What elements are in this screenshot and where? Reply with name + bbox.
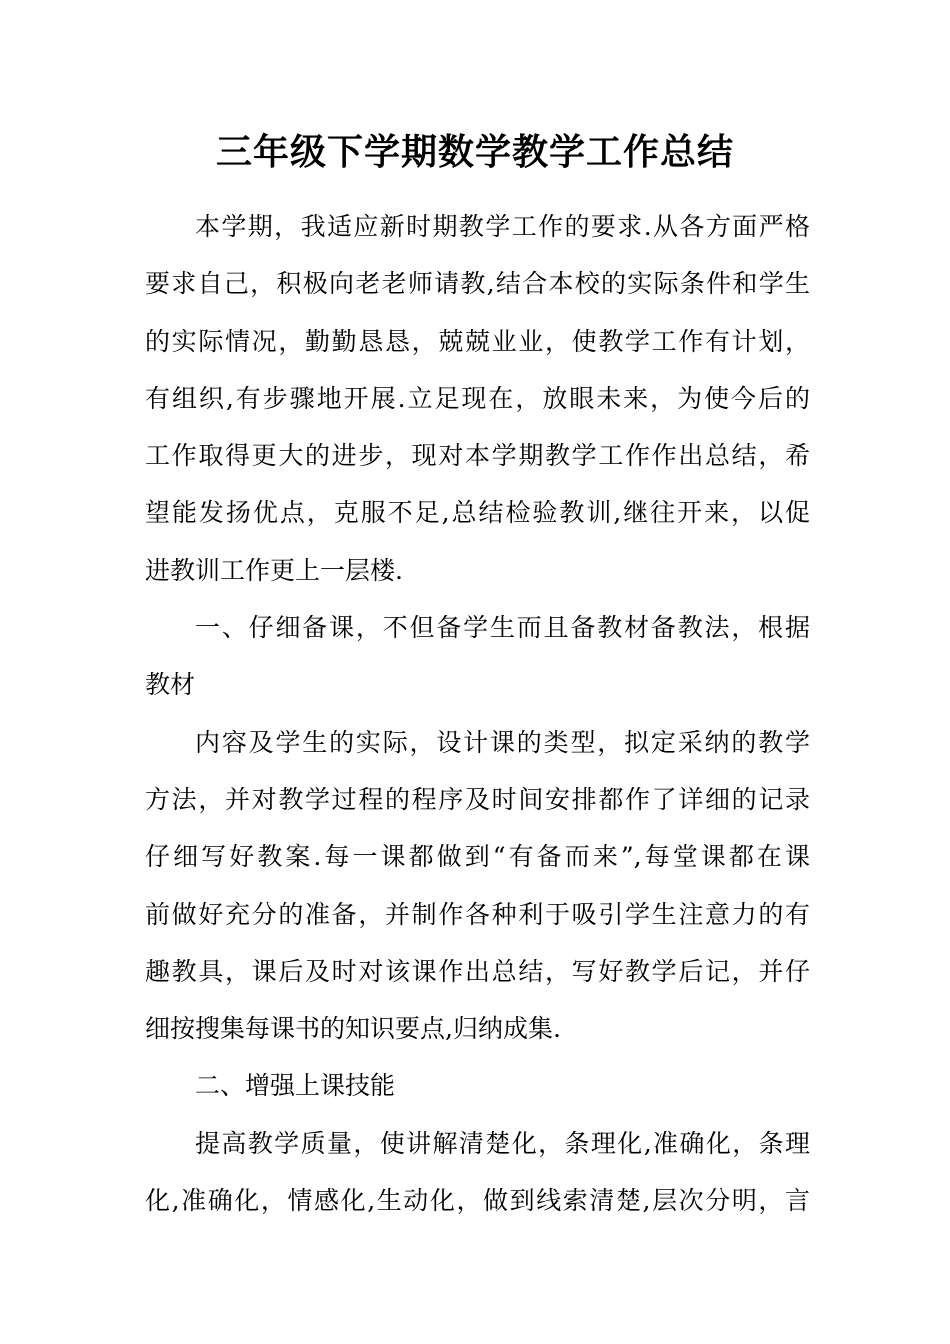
text-line: 工作取得更大的进步，现对本学期教学工作作出总结，希: [145, 441, 810, 471]
document-body: [145, 198, 810, 1229]
text-line: 内容及学生的实际，设计课的类型，拟定采纳的教学: [195, 727, 810, 757]
text-line: 有组织,有步骤地开展.立足现在，放眼未来，为使今后的: [145, 383, 810, 413]
text-line: 细按搜集每课书的知识要点,归纳成集.: [145, 1014, 561, 1044]
text-line: 本学期，我适应新时期教学工作的要求.从各方面严格: [195, 212, 810, 241]
text-line: 仔细写好教案.每一课都做到“有备而来”,每堂课都在课: [145, 842, 810, 872]
text-line: 方法，并对教学过程的程序及时间安排都作了详细的记录: [145, 784, 810, 814]
text-line: 望能发扬优点，克服不足,总结检验教训,继往开来，以促: [145, 498, 810, 528]
text-line: 化,准确化，情感化,生动化，做到线索清楚,层次分明，言: [145, 1186, 810, 1216]
section-heading-1: 一、仔细备课，不但备学生而且备教材备教法，根据: [195, 613, 810, 643]
text-line: 要求自己，积极向老老师请教,结合本校的实际条件和学生: [145, 269, 810, 299]
text-line: 教材: [145, 670, 196, 700]
text-line: 的实际情况，勤勤恳恳，兢兢业业，使教学工作有计划，: [145, 326, 810, 356]
text-line: 趣教具，课后及时对该课作出总结，写好教学后记，并仔: [145, 956, 810, 986]
text-line: 进教训工作更上一层楼.: [145, 555, 403, 585]
text-line: 前做好充分的准备，并制作各种利于吸引学生注意力的有: [145, 899, 810, 929]
section-heading-2: 二、增强上课技能: [195, 1071, 396, 1101]
document-title: 三年级下学期数学教学工作总结: [215, 131, 734, 173]
text-line: 提高教学质量，使讲解清楚化，条理化,准确化，条理: [195, 1128, 810, 1158]
